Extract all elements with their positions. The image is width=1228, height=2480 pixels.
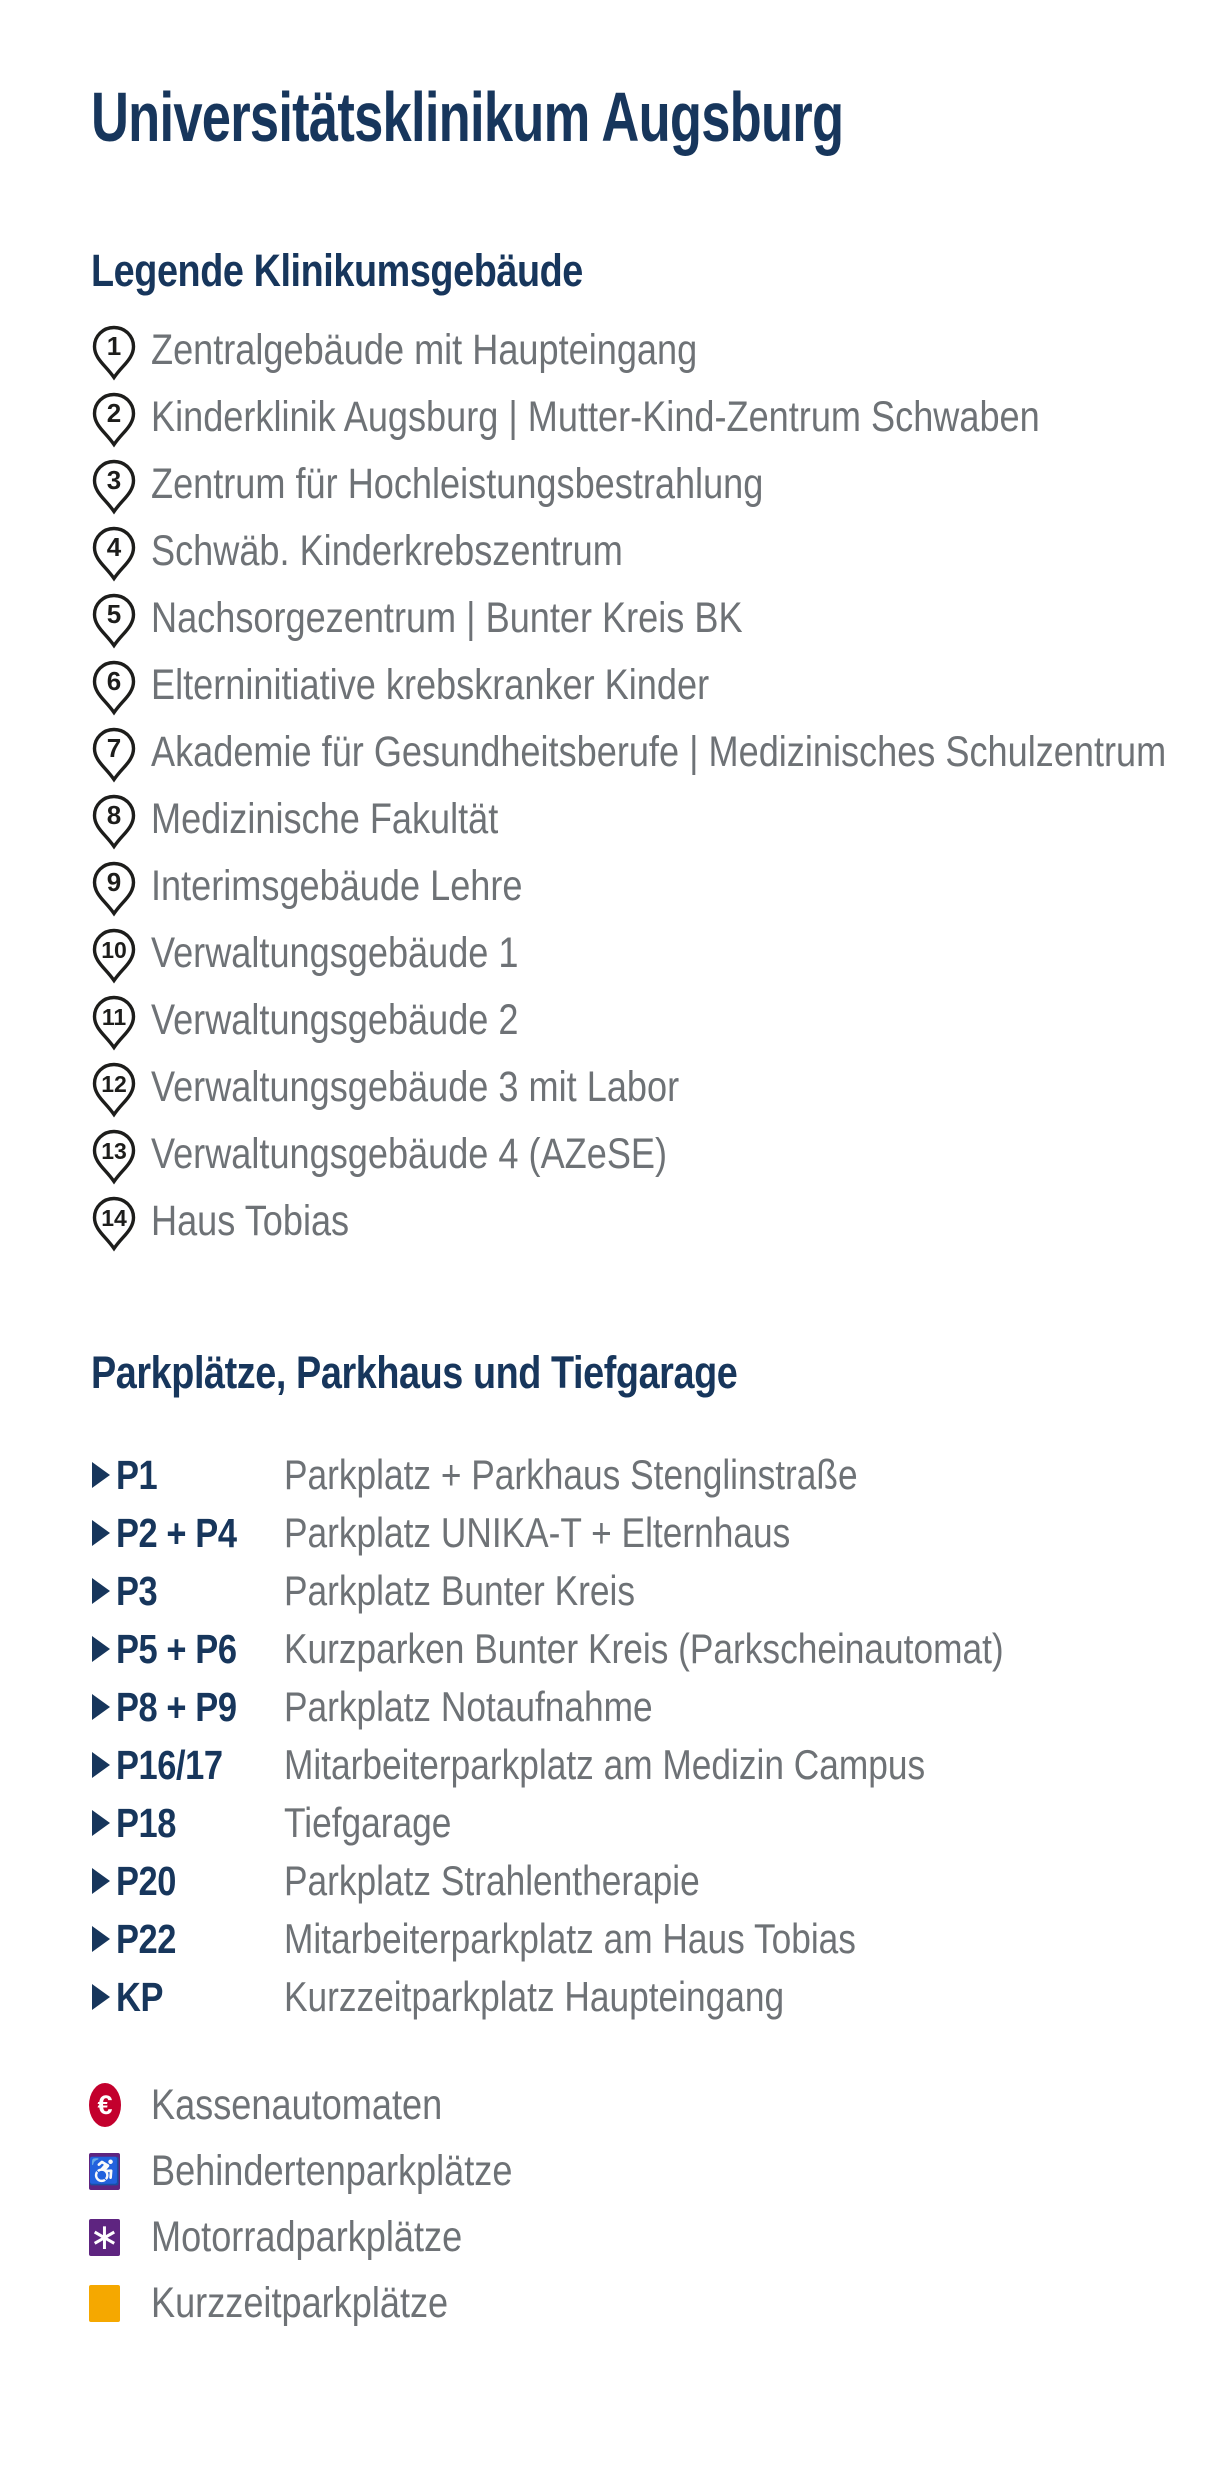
parking-row (92, 1446, 1141, 1504)
arrow-right-icon (92, 1520, 110, 1546)
parking-code: P22 (116, 1915, 177, 1962)
parking-key (92, 1742, 284, 1789)
building-label: Kinderklinik Augsburg | Mutter-Kind-Zentrum Schwaben (151, 393, 1040, 441)
parking-code: P16/17 (116, 1741, 223, 1788)
map-pin-icon (92, 995, 136, 1051)
parking-code: P2 + P4 (116, 1509, 237, 1556)
parking-label: Parkplatz Bunter Kreis (284, 1567, 636, 1614)
building-label: Haus Tobias (151, 1197, 350, 1245)
asterisk-icon: ∗ (89, 2216, 120, 2257)
building-number: 12 (101, 1070, 127, 1097)
map-pin-icon (92, 459, 136, 515)
parking-label: Parkplatz UNIKA-T + Elternhaus (284, 1509, 791, 1556)
building-label: Akademie für Gesundheitsberufe | Medizinisches Schulzentrum (151, 728, 1167, 776)
arrow-right-icon (92, 1810, 110, 1836)
map-pin-icon (92, 593, 136, 649)
parking-key (92, 1568, 284, 1615)
arrow-right-icon (92, 1868, 110, 1894)
building-legend-row (92, 451, 1228, 518)
building-legend-row (92, 652, 1228, 719)
building-label: Interimsgebäude Lehre (151, 862, 523, 910)
building-label: Schwäb. Kinderkrebszentrum (151, 527, 623, 575)
parking-label: Mitarbeiterparkplatz am Medizin Campus (284, 1741, 926, 1788)
building-number: 9 (106, 866, 122, 897)
parking-code: P8 + P9 (116, 1683, 237, 1730)
building-legend-row (92, 1121, 1228, 1188)
map-pin-icon (92, 928, 136, 984)
parking-label: Parkplatz + Parkhaus Stenglinstraße (284, 1451, 858, 1498)
building-legend-row (92, 719, 1228, 786)
building-legend-row (92, 317, 1228, 384)
building-number: 2 (106, 397, 122, 428)
map-pin-icon (92, 526, 136, 582)
amenity-row (89, 2204, 581, 2270)
parking-row (92, 1794, 1141, 1852)
building-legend-row (92, 585, 1228, 652)
building-number: 7 (106, 732, 122, 763)
map-pin-icon (92, 1196, 136, 1252)
parking-key (92, 1916, 284, 1963)
parking-key (92, 1626, 284, 1673)
buildings-legend-heading (91, 246, 677, 296)
building-number: 11 (101, 1003, 127, 1030)
parking-key (92, 1800, 284, 1847)
map-pin-icon (92, 660, 136, 716)
parking-label: Mitarbeiterparkplatz am Haus Tobias (284, 1915, 856, 1962)
parking-label: Parkplatz Notaufnahme (284, 1683, 653, 1730)
building-label: Zentralgebäude mit Haupteingang (151, 326, 698, 374)
arrow-right-icon (92, 1462, 110, 1488)
parking-key (92, 1684, 284, 1731)
building-legend-row (92, 384, 1228, 451)
parking-key (92, 1858, 284, 1905)
amenity-row (89, 2270, 581, 2336)
parking-list (92, 1446, 1141, 2026)
building-number: 5 (106, 598, 122, 629)
building-label: Verwaltungsgebäude 2 (151, 996, 519, 1044)
parking-key (92, 1452, 284, 1499)
amenity-row (89, 2138, 581, 2204)
arrow-right-icon (92, 1926, 110, 1952)
parking-row (92, 1736, 1141, 1794)
map-pin-icon (92, 325, 136, 381)
building-legend-row (92, 920, 1228, 987)
building-label: Verwaltungsgebäude 4 (AZeSE) (151, 1130, 668, 1178)
map-pin-icon (92, 392, 136, 448)
building-number: 3 (106, 464, 122, 495)
parking-row (92, 1910, 1141, 1968)
short-term-parking-swatch (89, 2285, 120, 2322)
building-label: Nachsorgezentrum | Bunter Kreis BK (151, 594, 743, 642)
page-title-text: Universitätsklinikum Augsburg (91, 78, 844, 156)
parking-section-heading-text: Parkplätze, Parkhaus und Tiefgarage (91, 1347, 738, 1398)
building-legend-row (92, 1188, 1228, 1255)
building-legend-row (92, 987, 1228, 1054)
map-pin-icon (92, 861, 136, 917)
map-pin-icon (92, 1062, 136, 1118)
arrow-right-icon (92, 1578, 110, 1604)
parking-key (92, 1974, 284, 2021)
parking-code: P20 (116, 1857, 177, 1904)
arrow-right-icon (92, 1694, 110, 1720)
building-number: 13 (101, 1137, 127, 1164)
arrow-right-icon (92, 1984, 110, 2010)
map-pin-icon (92, 727, 136, 783)
building-number: 10 (101, 936, 127, 963)
map-pin-icon (92, 1129, 136, 1185)
building-legend-row (92, 853, 1228, 920)
page-title (91, 78, 1094, 156)
parking-row (92, 1678, 1141, 1736)
parking-label: Kurzparken Bunter Kreis (Parkscheinautomat) (284, 1625, 1004, 1672)
building-number: 1 (106, 330, 122, 361)
euro-icon: € (89, 2083, 121, 2127)
parking-code: P5 + P6 (116, 1625, 237, 1672)
building-number: 14 (101, 1204, 127, 1231)
building-label: Medizinische Fakultät (151, 795, 499, 843)
parking-label: Kurzzeitparkplatz Haupteingang (284, 1973, 785, 2020)
building-label: Elterninitiative krebskranker Kinder (151, 661, 710, 709)
parking-row (92, 1562, 1141, 1620)
parking-code: P18 (116, 1799, 177, 1846)
building-legend-row (92, 786, 1228, 853)
building-number: 6 (106, 665, 122, 696)
building-label: Zentrum für Hochleistungsbestrahlung (151, 460, 764, 508)
building-number: 8 (106, 799, 122, 830)
amenity-label: Motorradparkplätze (151, 2212, 463, 2261)
map-pin-icon (92, 794, 136, 850)
building-label: Verwaltungsgebäude 3 mit Labor (151, 1063, 680, 1111)
parking-label: Tiefgarage (284, 1799, 452, 1846)
parking-row (92, 1504, 1141, 1562)
building-label: Verwaltungsgebäude 1 (151, 929, 519, 977)
buildings-legend-heading-text: Legende Klinikumsgebäude (91, 245, 583, 296)
amenity-label: Kurzzeitparkplätze (151, 2278, 449, 2327)
parking-row (92, 1852, 1141, 1910)
wheelchair-icon: ♿ (89, 2153, 120, 2190)
building-legend-row (92, 518, 1228, 585)
parking-row (92, 1968, 1141, 2026)
parking-label: Parkplatz Strahlentherapie (284, 1857, 700, 1904)
parking-key (92, 1510, 284, 1557)
buildings-list (92, 317, 1228, 1255)
parking-section-heading (91, 1348, 860, 1398)
amenity-label: Behindertenparkplätze (151, 2146, 513, 2195)
parking-code: P1 (116, 1451, 158, 1498)
arrow-right-icon (92, 1752, 110, 1778)
amenity-row (89, 2072, 581, 2138)
building-legend-row (92, 1054, 1228, 1121)
parking-code: KP (116, 1973, 164, 2020)
parking-code: P3 (116, 1567, 158, 1614)
amenity-legend-list (89, 2072, 581, 2336)
amenity-label: Kassenautomaten (151, 2080, 443, 2129)
parking-row (92, 1620, 1141, 1678)
building-number: 4 (106, 531, 122, 562)
arrow-right-icon (92, 1636, 110, 1662)
